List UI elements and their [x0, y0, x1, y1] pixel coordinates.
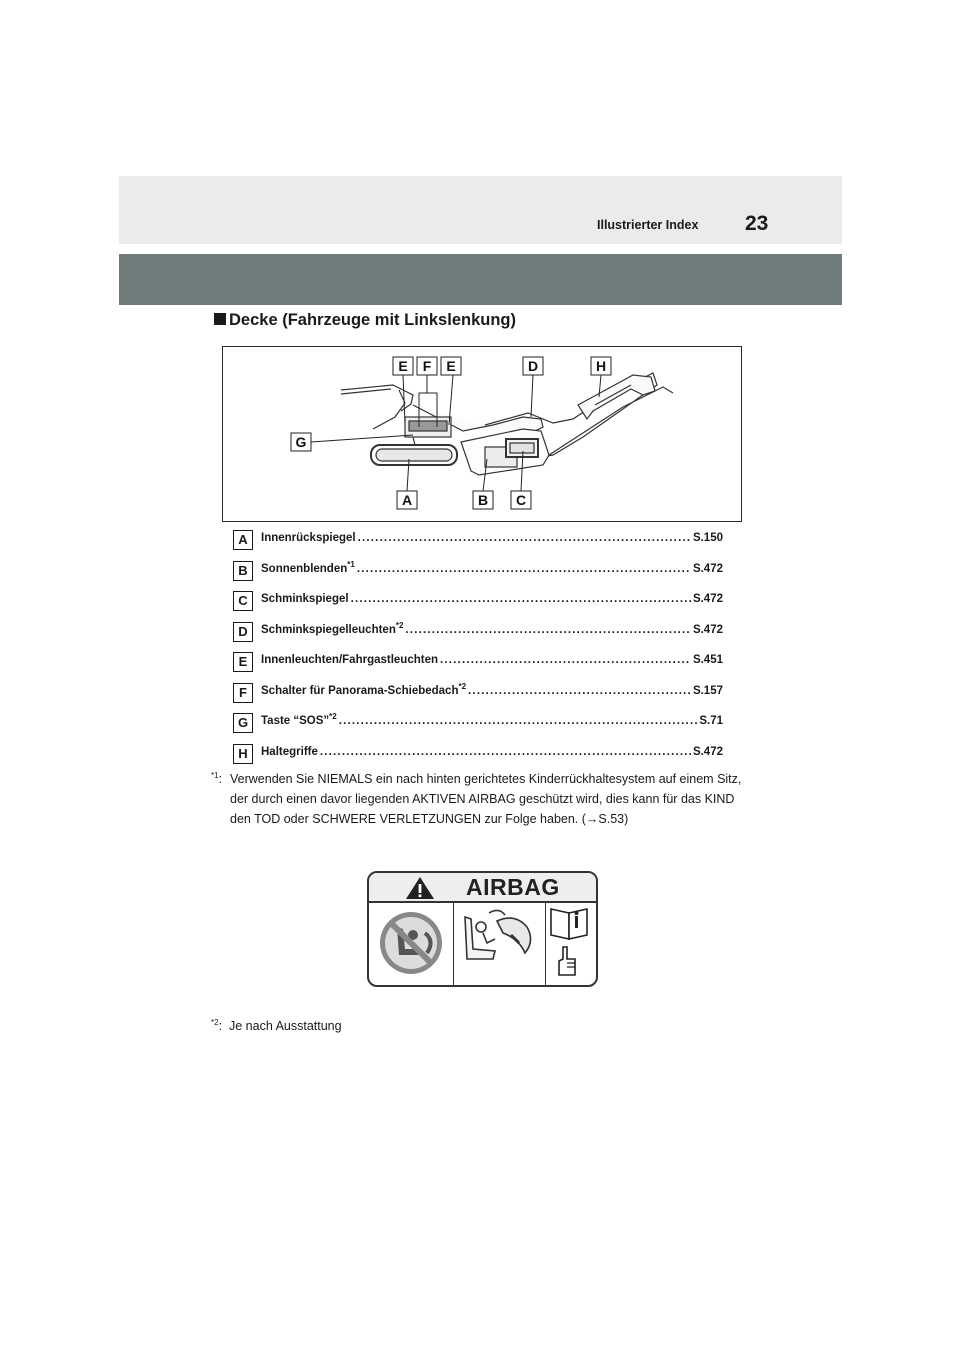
- callout-e-right: E: [446, 358, 456, 374]
- list-item: [233, 740, 723, 771]
- footnote-1-marker: $^{*1}$:: [211, 771, 223, 786]
- page-reference-link[interactable]: S.150: [692, 532, 723, 544]
- page-reference-link[interactable]: S.472: [692, 623, 723, 636]
- airbag-label-header: [369, 873, 596, 903]
- dot-leader: [358, 532, 691, 544]
- dot-leader: [405, 624, 691, 636]
- list-item: [233, 648, 723, 679]
- header-divider: [119, 244, 842, 246]
- title-band: [119, 254, 842, 305]
- footnote-2-text: Je nach Ausstattung: [229, 1019, 342, 1033]
- item-label: Sonnenblenden$^{*1}$: [261, 559, 355, 575]
- airbag-deploy-panel: [453, 903, 546, 985]
- item-list: [233, 526, 723, 770]
- callout-f: F: [422, 358, 432, 374]
- callout-g: G: [295, 434, 307, 450]
- item-letter-badge: E: [233, 652, 253, 672]
- item-letter-badge: H: [233, 744, 253, 764]
- header-band: [119, 176, 842, 244]
- dot-leader: [351, 593, 691, 605]
- callout-h: H: [595, 358, 607, 374]
- item-label: Schminkspiegelleuchten$^{*2}$: [261, 620, 404, 636]
- prohibited-child-seat-icon: [369, 903, 453, 983]
- item-label: Innenleuchten/Fahrgastleuchten: [261, 654, 438, 666]
- page-reference-link[interactable]: S.451: [692, 654, 723, 666]
- list-item: [233, 557, 723, 588]
- footnote-1: [211, 769, 751, 829]
- page-reference-link[interactable]: S.472: [692, 593, 723, 605]
- item-label: Innenrückspiegel: [261, 532, 356, 544]
- page-reference-link[interactable]: S.472: [692, 745, 723, 758]
- item-label: Taste “SOS”$^{*2}$: [261, 712, 337, 727]
- page-reference-link[interactable]: S.157: [692, 684, 723, 697]
- airbag-deploy-icon: [453, 903, 545, 983]
- read-manual-icon: [545, 903, 596, 983]
- section-heading-text: Decke (Fahrzeuge mit Linkslenkung): [229, 311, 516, 329]
- airbag-label-title: AIRBAG: [466, 874, 560, 900]
- list-item: [233, 526, 723, 557]
- item-letter-badge: F: [233, 683, 253, 703]
- item-label: Haltegriffe: [261, 745, 318, 758]
- dot-leader: [320, 746, 691, 758]
- item-label: Schminkspiegel: [261, 593, 349, 605]
- ceiling-illustration: [222, 346, 742, 522]
- page-number: 23: [745, 212, 769, 235]
- section-heading: [214, 311, 516, 330]
- warning-triangle-icon: [405, 876, 435, 900]
- dot-leader: [339, 715, 698, 727]
- read-manual-panel: [545, 903, 596, 985]
- item-letter-badge: D: [233, 622, 253, 642]
- callout-c: C: [515, 492, 527, 508]
- item-letter-badge: A: [233, 530, 253, 550]
- footnote-2: $^{*2}$: Je nach Ausstattung: [211, 1018, 342, 1033]
- callout-d: D: [527, 358, 539, 374]
- callout-a: A: [401, 492, 413, 508]
- list-item: [233, 587, 723, 618]
- ceiling-drawing: [223, 347, 741, 521]
- item-letter-badge: B: [233, 561, 253, 581]
- list-item: [233, 709, 723, 740]
- no-rear-facing-seat-panel: [369, 903, 454, 985]
- airbag-warning-label: [367, 871, 598, 987]
- page-reference-link[interactable]: S.472: [692, 562, 723, 575]
- footnote-2-marker: *2: [211, 1018, 219, 1027]
- list-item: [233, 618, 723, 649]
- page-reference-link[interactable]: S.71: [699, 715, 723, 727]
- section-title: Illustrierter Index: [597, 218, 699, 232]
- callout-e-left: E: [398, 358, 408, 374]
- footnote-1-text: Verwenden Sie NIEMALS ein nach hinten gerichtetes Kinderrückhaltesystem auf einem Sitz, der durch einen davor liegenden AKTIVEN AIRBAG geschützt wird, dies kann für das KIND den TOD oder SCHWERE VERLETZUNGEN zur Folge haben. (→S.53): [230, 772, 742, 826]
- item-letter-badge: C: [233, 591, 253, 611]
- list-item: [233, 679, 723, 710]
- dot-leader: [468, 685, 691, 697]
- callout-b: B: [477, 492, 489, 508]
- bullet-square-icon: [214, 313, 226, 325]
- item-label: Schalter für Panorama-Schiebedach$^{*2}$: [261, 681, 467, 697]
- item-letter-badge: G: [233, 713, 253, 733]
- dot-leader: [440, 654, 691, 666]
- dot-leader: [357, 563, 691, 575]
